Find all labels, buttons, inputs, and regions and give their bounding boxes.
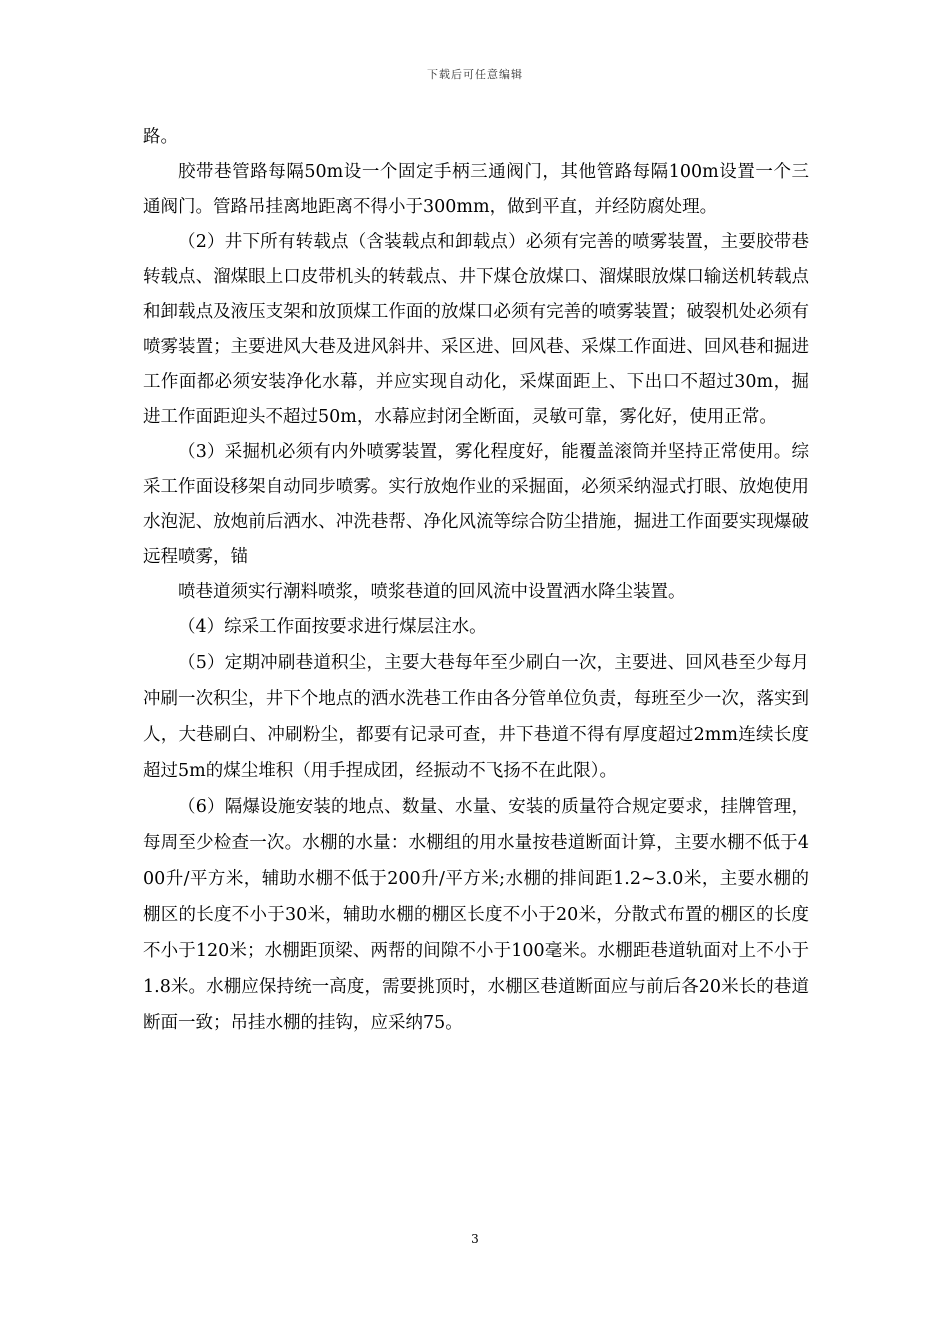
paragraph-pipeline-valves: 胶带巷管路每隔50m设一个固定手柄三通阀门，其他管路每隔100m设置一个三通阀门。管路吊挂离地距离不得小于300mm，做到平直，并经防腐处理。: [143, 162, 809, 217]
paragraph-coal-seam-water-injection: （4）综采工作面按要求进行煤层注水。: [178, 617, 487, 637]
document-body: [143, 120, 809, 1041]
paragraph-shotcrete: 喷巷道须实行潮料喷浆，喷浆巷道的回风流中设置洒水降尘装置。: [178, 582, 686, 602]
paragraph-dust-flushing: （5）定期冲刷巷道积尘，主要大巷每年至少刷白一次，主要进、回风巷至少每月冲刷一次积尘，井下个地点的洒水洗巷工作由各分管单位负责，每班至少一次，落实到人，大巷刷白、冲刷粉尘，都要有记录可查，井下巷道不得有厚度超过2mm连续长度超过5m的煤尘堆积（用手捏成团，经振动不飞扬不在此限）。: [143, 653, 809, 781]
paragraph-spray-devices: （2）井下所有转载点（含装载点和卸载点）必须有完善的喷雾装置，主要胶带巷转载点、溜煤眼上口皮带机头的转载点、井下煤仓放煤口、溜煤眼放煤口输送机转载点和卸载点及液压支架和放顶煤工作面的放煤口必须有完善的喷雾装置；破裂机处必须有喷雾装置；主要进风大巷及进风斜井、采区进、回风巷、采煤工作面进、回风巷和掘进工作面都必须安装净化水幕，并应实现自动化，采煤面距上、下出口不超过30m，掘进工作面距迎头不超过50m，水幕应封闭全断面，灵敏可靠，雾化好，使用正常。: [143, 232, 809, 427]
paragraph-mining-machine-spray: （3）采掘机必须有内外喷雾装置，雾化程度好，能覆盖滚筒并坚持正常使用。综采工作面设移架自动同步喷雾。实行放炮作业的采掘面，必须采纳湿式打眼、放炮使用水泡泥、放炮前后洒水、冲洗巷帮、净化风流等综合防尘措施，掘进工作面要实现爆破远程喷雾，锚: [143, 442, 809, 567]
paragraph-continuation: 路。: [143, 127, 178, 147]
header-note: 下载后可任意编辑: [427, 68, 523, 81]
paragraph-explosion-barriers: （6）隔爆设施安装的地点、数量、水量、安装的质量符合规定要求，挂牌管理，每周至少检查一次。水棚的水量：水棚组的用水量按巷道断面计算，主要水棚不低于400升/平方米，辅助水棚不低于200升/平方米;水棚的排间距1.2~3.0米，主要水棚的棚区的长度不小于30米，辅助水棚的棚区长度不小于20米，分散式布置的棚区的长度不小于120米；水棚距顶梁、两帮的间隙不小于100毫米。水棚距巷道轨面对上不小于1.8米。水棚应保持统一高度，需要挑顶时，水棚区巷道断面应与前后各20米长的巷道断面一致；吊挂水棚的挂钩，应采纳75。: [143, 797, 809, 1033]
page-number: 3: [471, 1232, 479, 1246]
